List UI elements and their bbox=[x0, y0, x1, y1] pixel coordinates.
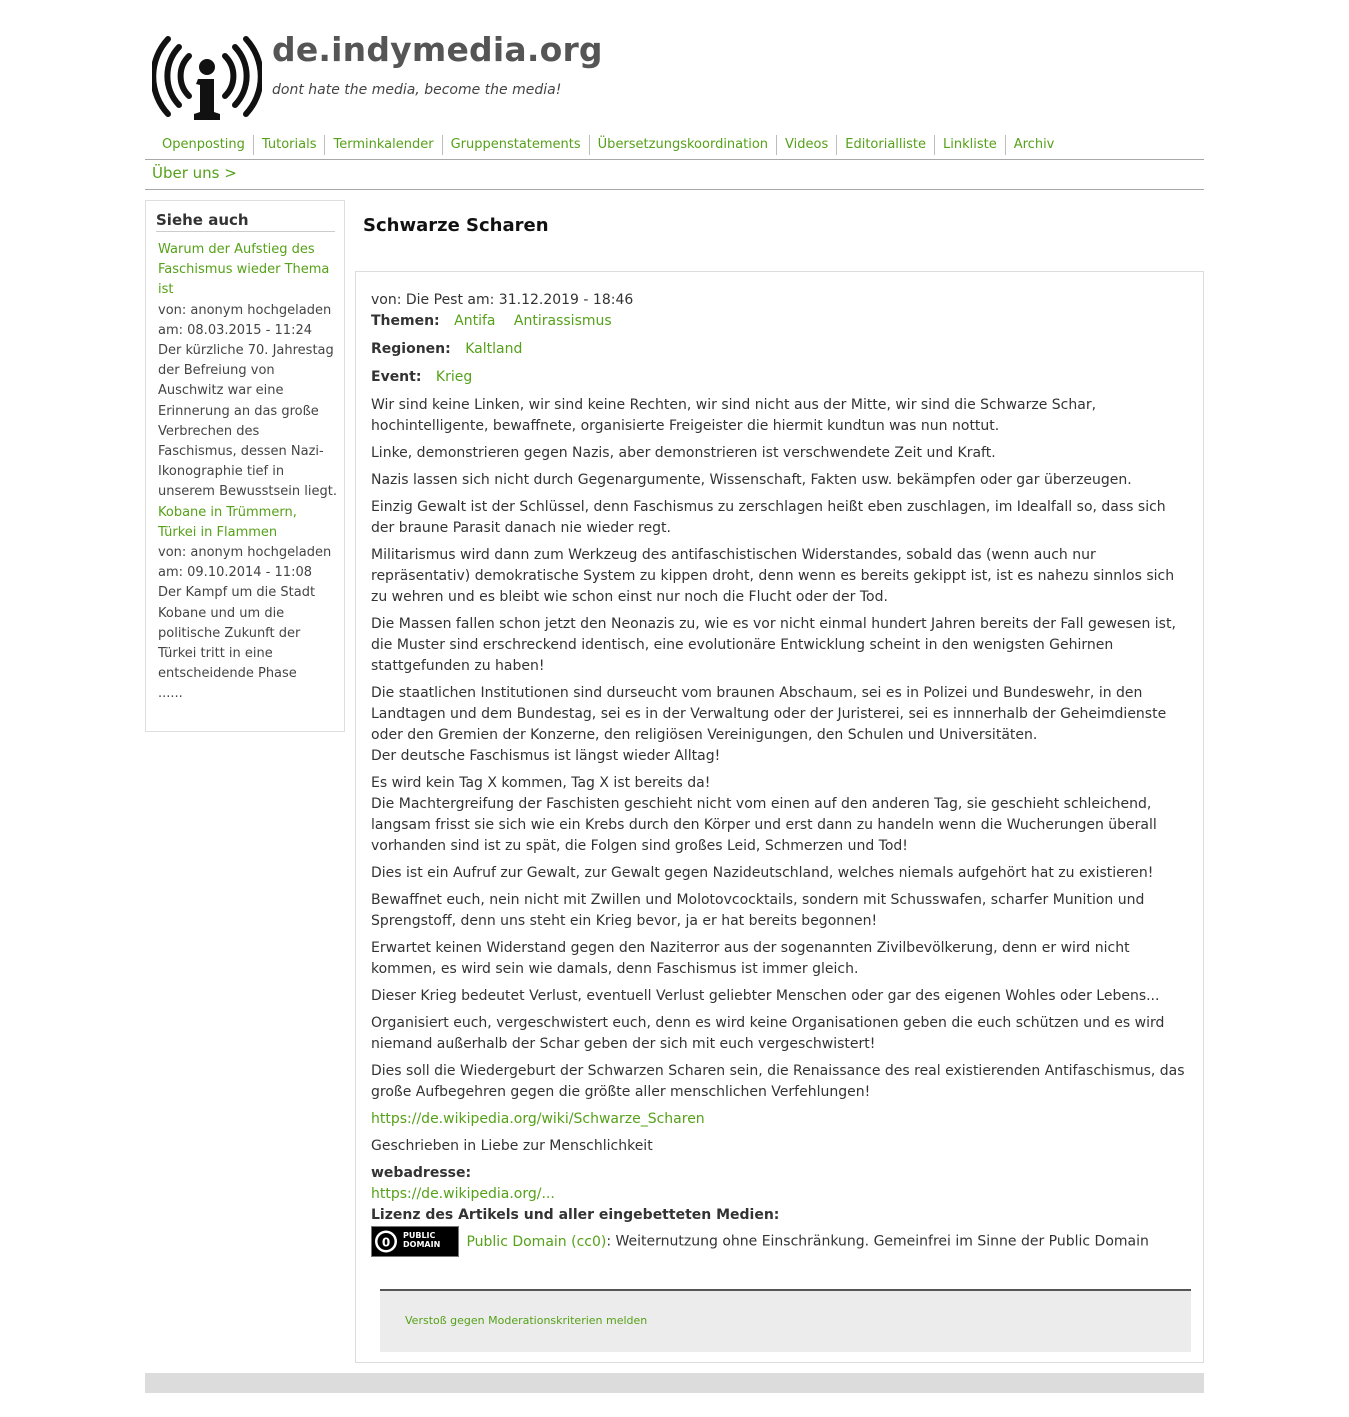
article-content bbox=[371, 290, 1191, 1257]
themen-label: Themen: bbox=[371, 313, 440, 329]
nav-item-ueber-uns[interactable]: Über uns > bbox=[152, 164, 237, 182]
nav-item-gruppenstatements[interactable]: Gruppenstatements bbox=[442, 135, 589, 155]
webadresse-label: webadresse: bbox=[371, 1165, 472, 1181]
themen-row bbox=[371, 311, 1191, 332]
nav-item-openposting[interactable]: Openposting bbox=[162, 136, 245, 152]
nav-item-videos[interactable]: Videos bbox=[776, 135, 836, 155]
article-paragraph bbox=[371, 1109, 1191, 1130]
license-link[interactable]: Public Domain (cc0) bbox=[466, 1233, 607, 1250]
sidebar-article-meta: von: anonym hochgeladen am: 09.10.2014 - 11:08 bbox=[158, 545, 332, 581]
sidebar-article-meta: von: anonym hochgeladen am: 08.03.2015 - 11:24 bbox=[158, 302, 332, 338]
article-body bbox=[371, 395, 1191, 1103]
article-box bbox=[355, 271, 1204, 1363]
article-paragraph: Die staatlichen Institutionen sind durseucht vom braunen Abschaum, sei es in Polizei und Bundeswehr, in den Landtagen und dem Bundestag, sei es in der Verwaltung oder der Juristerei, sei es innnerhalb der Geheimdienste oder den Gremien der Konzerne, den religiösen Vereinigungen, den Schulen und Universitäten. Der deutsche Faschismus ist längst wieder Alltag! bbox=[371, 685, 1167, 764]
site-title[interactable]: de.indymedia.org bbox=[272, 30, 603, 69]
nav-item-uebersetzungskoordination[interactable]: Übersetzungskoordination bbox=[589, 135, 776, 155]
event-row bbox=[371, 367, 1191, 388]
subnav-divider bbox=[145, 189, 1204, 190]
tag-link[interactable]: Antifa bbox=[454, 313, 496, 329]
event-link[interactable]: Krieg bbox=[435, 369, 473, 385]
page-title: Schwarze Scharen bbox=[363, 215, 549, 236]
sidebar-siehe-auch bbox=[145, 200, 345, 732]
sidebar-heading: Siehe auch bbox=[156, 211, 335, 232]
report-link[interactable]: Verstoß gegen Moderationskriterien melden bbox=[405, 1314, 648, 1327]
report-box bbox=[380, 1289, 1191, 1352]
sidebar-article-teaser: Der Kampf um die Stadt Kobane und um die politische Zukunft der Türkei tritt in eine entscheidende Phase bbox=[158, 585, 316, 682]
article-paragraph: Militarismus wird dann zum Werkzeug des antifaschistischen Widerstandes, sobald das (wenn auch nur repräsentativ) demokratische System zu kippen droht, denn wenn es bereits gekippt ist, ist es nahezu sinnlos sich zu wehren und es bleibt wie schon einst nur noch die Flucht oder der Tod. bbox=[371, 547, 1175, 605]
nav-divider bbox=[145, 159, 1204, 160]
webadresse-row bbox=[371, 1184, 1191, 1205]
nav-item-archiv[interactable]: Archiv bbox=[1005, 135, 1063, 155]
site-slogan: dont hate the media, become the media! bbox=[272, 82, 562, 98]
article-paragraph: Es wird kein Tag X kommen, Tag X ist bereits da! Die Machtergreifung der Faschisten geschieht nicht vom einen auf den anderen Tag, sie geschieht schleichend, langsam frisst sie sich wie ein Krebs durch den Körper und erst dann zu handeln wenn die Wucherungen überall vorhanden sind ist zu spät, die Folgen sind großes Leid, Schmerzen und Tod! bbox=[371, 775, 1157, 854]
sidebar-article-link[interactable]: Kobane in Trümmern, Türkei in Flammen bbox=[158, 504, 297, 540]
sidebar-list bbox=[158, 240, 338, 705]
article-paragraph: Dies soll die Wiedergeburt der Schwarzen Scharen sein, die Renaissance des real existierenden Antifaschismus, das große Aufbegehren gegen die größte aller menschlichen Verfehlungen! bbox=[371, 1063, 1185, 1100]
nav-item-editorialliste[interactable]: Editorialliste bbox=[836, 135, 934, 155]
page-footer-bar bbox=[145, 1373, 1204, 1393]
article-paragraph: Organisiert euch, vergeschwistert euch, denn es wird keine Organisationen geben die euch schützen und es wird niemand außerhalb der Schar geben der sich mit euch vergeschwistert! bbox=[371, 1015, 1165, 1052]
regionen-label: Regionen: bbox=[371, 341, 451, 357]
main-navigation bbox=[154, 130, 1062, 159]
indymedia-logo-icon[interactable] bbox=[152, 34, 262, 124]
article-paragraph: Dieser Krieg bedeutet Verlust, eventuell Verlust geliebter Menschen oder gar des eigenen Wohles oder Lebens... bbox=[371, 988, 1160, 1004]
license-description: : Weiternutzung ohne Einschränkung. Gemeinfrei im Sinne der Public Domain bbox=[606, 1233, 1149, 1250]
article-paragraph: Die Massen fallen schon jetzt den Neonazis zu, wie es vor nicht einmal hundert Jahren bereits der Fall gewesen ist, die Muster sind erschreckend identisch, eine evolutionäre Entwicklung scheint in den wenigsten Gehirnen stattgefunden zu haben! bbox=[371, 616, 1176, 674]
webadresse-link[interactable]: https://de.wikipedia.org/... bbox=[371, 1186, 555, 1202]
wiki-link[interactable]: https://de.wikipedia.org/wiki/Schwarze_Scharen bbox=[371, 1111, 705, 1127]
license-row bbox=[371, 1226, 1191, 1257]
article-closing: Geschrieben in Liebe zur Menschlichkeit bbox=[371, 1138, 653, 1154]
regionen-row bbox=[371, 339, 1191, 360]
svg-text:0: 0 bbox=[381, 1235, 391, 1250]
nav-item-terminkalender[interactable]: Terminkalender bbox=[324, 135, 441, 155]
article-paragraph: Dies ist ein Aufruf zur Gewalt, zur Gewalt gegen Nazideutschland, welches niemals aufgehört hat zu existieren! bbox=[371, 865, 1154, 881]
tag-link[interactable]: Antirassismus bbox=[513, 313, 612, 329]
list-item bbox=[158, 503, 338, 705]
article-paragraph: Wir sind keine Linken, wir sind keine Rechten, wir sind nicht aus der Mitte, wir sind die Schwarze Schar, hochintelligente, bewaffnete, organisierte Freigeister die hiermit kundtun was nun nottut. bbox=[371, 397, 1097, 434]
sidebar-article-teaser: Der kürzliche 70. Jahrestag der Befreiung von Auschwitz war eine Erinnerung an das große Verbrechen des Faschismus, dessen Nazi-Ikonographie tief in unserem Bewusstsein liegt. bbox=[158, 343, 337, 500]
event-label: Event: bbox=[371, 369, 422, 385]
article-paragraph: Einzig Gewalt ist der Schlüssel, denn Faschismus zu zerschlagen heißt eben zuschlagen, im Idealfall so, dass sich der braune Parasit danach nie wieder regt. bbox=[371, 499, 1166, 536]
license-badge-text: PUBLIC DOMAIN bbox=[403, 1231, 441, 1249]
sidebar-more: ...... bbox=[158, 686, 183, 702]
public-domain-badge-icon[interactable] bbox=[371, 1226, 459, 1257]
nav-item-tutorials[interactable]: Tutorials bbox=[253, 135, 325, 155]
list-item bbox=[158, 240, 338, 503]
nav-item-linkliste[interactable]: Linkliste bbox=[934, 135, 1005, 155]
article-paragraph: Linke, demonstrieren gegen Nazis, aber demonstrieren ist verschwendete Zeit und Kraft. bbox=[371, 445, 996, 461]
region-link[interactable]: Kaltland bbox=[465, 341, 523, 357]
article-byline: von: Die Pest am: 31.12.2019 - 18:46 bbox=[371, 292, 634, 308]
article-paragraph: Nazis lassen sich nicht durch Gegenargumente, Wissenschaft, Fakten usw. bekämpfen oder gar überzeugen. bbox=[371, 472, 1132, 488]
article-paragraph: Erwartet keinen Widerstand gegen den Naziterror aus der sogenannten Zivilbevölkerung, denn er wird nicht kommen, es wird sein wie damals, denn Faschismus ist immer gleich. bbox=[371, 940, 1130, 977]
site-header bbox=[152, 28, 1052, 128]
article-paragraph: Bewaffnet euch, nein nicht mit Zwillen und Molotovcocktails, sondern mit Schusswafen, scharfer Munition und Sprengstoff, denn uns steht ein Krieg bevor, ja er hat bereits begonnen! bbox=[371, 892, 1145, 929]
sidebar-article-link[interactable]: Warum der Aufstieg des Faschismus wieder Thema ist bbox=[158, 242, 330, 298]
lizenz-label: Lizenz des Artikels und aller eingebetteten Medien: bbox=[371, 1207, 780, 1223]
